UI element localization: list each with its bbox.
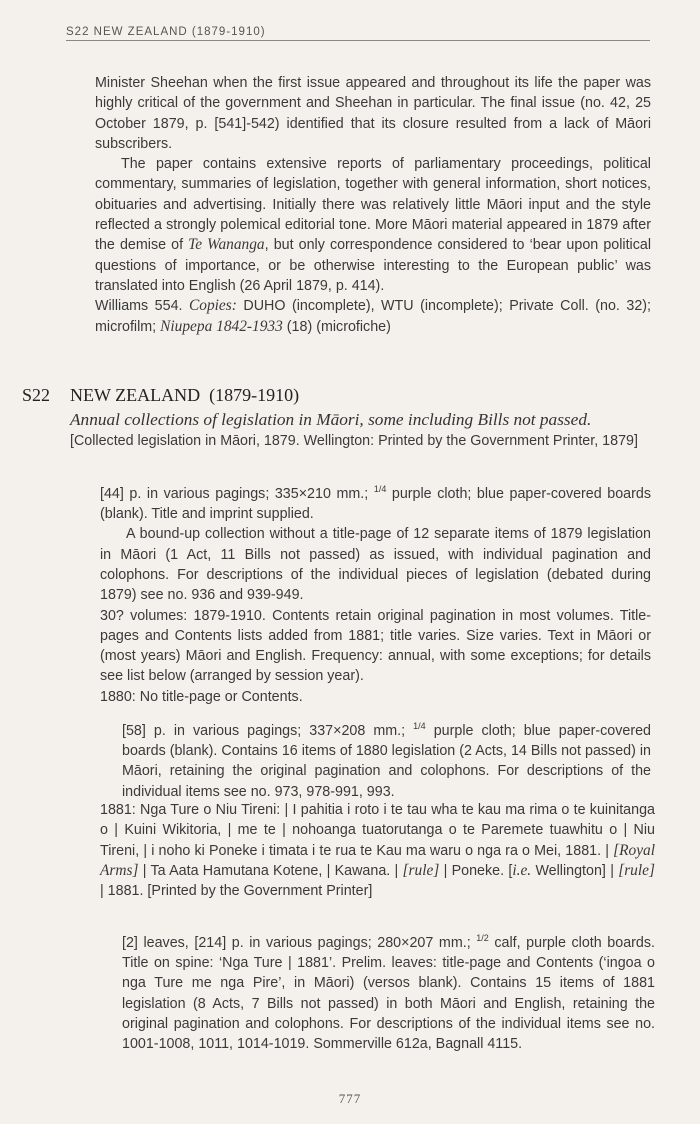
collation-1879 <box>100 479 651 707</box>
paragraph: 30? volumes: 1879-1910. Contents retain original pagination in most volumes. Title-pages and Contents lists added from 1881; title varies. Size varies. Text in Māori or (most years) Māori and English. Frequency: annual, with some exceptions; for details see list below (arranged by session year). <box>100 607 651 685</box>
collation-1880 <box>122 716 651 802</box>
entry-name: NEW ZEALAND <box>70 385 201 405</box>
paragraph: [2] leaves, [214] p. in various pagings; 280×207 mm.; $^{1/2}$ calf, purple cloth boards. Title on spine: ‘Nga Ture | 1881’. Prelim. leaves: title-page and Contents (‘ingoa o nga Ture me nga Pire’, in Māori) (versos blank). Contains 15 items of 1881 legislation (8 Acts, 7 Bills not passed) in both Māori and English, retaining the original pagination and colophons. For descriptions of the individual items see no. 1001-1008, 1011, 1014-1019. Sommerville 612a, Bagnall 4115. <box>122 933 655 1053</box>
paragraph: The paper contains extensive reports of parliamentary proceedings, political commentary, summaries of legislation, together with general information, short notices, obituaries and advertising. Initially there was relatively little Māori input and the style reflected a strongly polemical editorial tone. More Māori material appeared in 1879 after the demise of Te Wananga, but only correspondence considered to ‘bear upon political questions of importance, or be otherwise interesting to the European public’ was translated into English (26 April 1879, p. 414). <box>95 156 651 294</box>
running-head: S22 NEW ZEALAND (1879-1910) <box>66 26 650 41</box>
paragraph: Minister Sheehan when the first issue appeared and throughout its life the paper was highly critical of the government and Sheehan in particular. The final issue (no. 42, 25 October 1879, p. [541]-542) identified that its closure resulted from a lack of Māori subscribers. <box>95 75 651 152</box>
paragraph: [58] p. in various pagings; 337×208 mm.; $^{1/4}$ purple cloth; blue paper-covered boards (blank). Contains 16 items of 1880 legislation (2 Acts, 14 Bills not passed) in Māori, retaining the original pagination and colophons. For descriptions of the individual items see no. 973, 978-991, 993. <box>122 721 651 800</box>
year-1880: 1880: No title-page or Contents. <box>100 688 303 705</box>
paragraph: A bound-up collection without a title-page of 12 separate items of 1879 legislation in Māori (1 Act, 11 Bills not passed) as issued, with individual pagination and colophons. For descriptions of the individual pieces of legislation (debated during 1879) see no. 936 and 939-949. <box>100 526 651 604</box>
entry-title: Annual collections of legislation in Māori, some including Bills not passed. <box>70 410 592 429</box>
entry-imprint: [Collected legislation in Māori, 1879. Wellington: Printed by the Government Printer, 1879] <box>70 433 638 449</box>
reference-note: Williams 554. Copies: DUHO (incomplete), WTU (incomplete); Private Coll. (no. 32); microfilm; Niupepa 1842-1933 (18) (microfiche) <box>95 297 651 335</box>
paragraph: [44] p. in various pagings; 335×210 mm.; $^{1/4}$ purple cloth; blue paper-covered boards (blank). Title and imprint supplied. <box>100 484 651 523</box>
year-1881-title <box>100 800 655 901</box>
entry-dates: (1879-1910) <box>209 385 300 405</box>
entry-heading <box>22 385 662 406</box>
page-number: 777 <box>338 1091 362 1106</box>
preceding-entry-text <box>95 73 651 337</box>
paragraph: 1881: Nga Ture o Niu Tireni: | I pahitia i roto i te tau wha te kau ma rima o te kuinitanga o | Kuini Wikitoria, | me te | nohoanga tuatorutanga o te Paremete tuawhitu o | Niu Tireni, | i noho ki Poneke i timata i te rua te Kau ma waru o nga ra o Mei, 1881. | [Royal Arms] | Ta Aata Hamutana Kotene, | Kawana. | [rule] | Poneke. [i.e. Wellington] | [rule] | 1881. [Printed by the Government Printer] <box>100 802 655 900</box>
entry-code: S22 <box>22 385 51 405</box>
collation-1881 <box>122 928 655 1055</box>
